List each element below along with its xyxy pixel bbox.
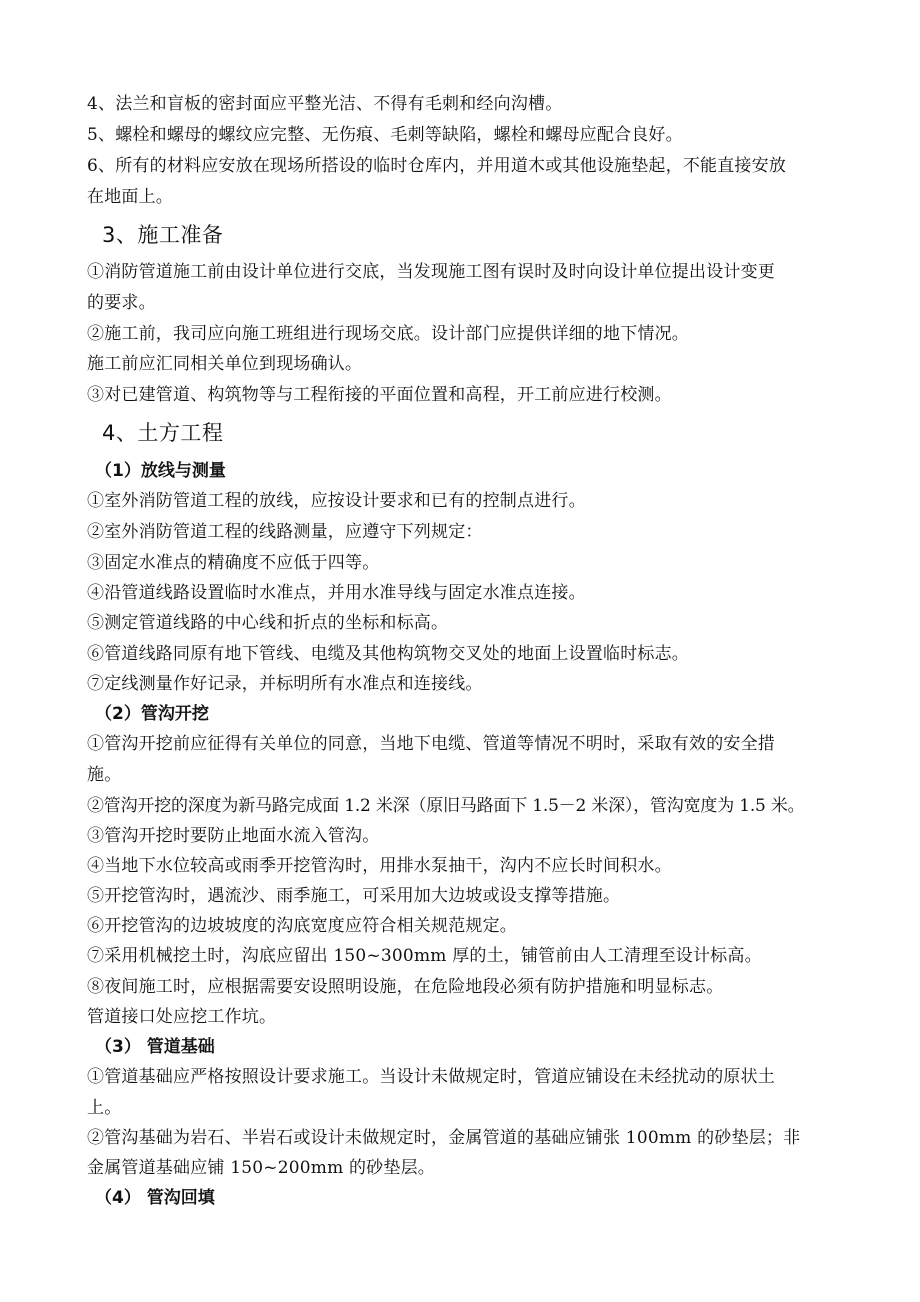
prep-paragraph-1-line-2: 的要求。 xyxy=(87,293,156,313)
section-heading-earthwork: 4、土方工程 xyxy=(102,421,224,445)
material-item-4: 4、法兰和盲板的密封面应平整光洁、不得有毛刺和经向沟槽。 xyxy=(87,94,563,114)
survey-line-1: ①室外消防管道工程的放线，应按设计要求和已有的控制点进行。 xyxy=(87,491,586,511)
excavation-line-6: ⑥开挖管沟的边坡坡度的沟底宽度应符合相关规范规定。 xyxy=(87,916,517,936)
section-heading-construction-prep: 3、施工准备 xyxy=(102,223,224,247)
excavation-line-2: ②管沟开挖的深度为新马路完成面 1.2 米深（原旧马路面下 1.5－2 米深），管沟宽度为 1.5 米。 xyxy=(87,796,805,816)
foundation-line-2a: ②管沟基础为岩石、半岩石或设计未做规定时，金属管道的基础应铺张 100mm 的砂垫层；非 xyxy=(87,1128,801,1148)
excavation-line-1a: ①管沟开挖前应征得有关单位的同意，当地下电缆、管道等情况不明时，采取有效的安全措 xyxy=(87,734,775,754)
excavation-line-8: ⑧夜间施工时，应根据需要安设照明设施，在危险地段必须有防护措施和明显标志。 xyxy=(87,977,724,997)
survey-line-7: ⑦定线测量作好记录，并标明所有水准点和连接线。 xyxy=(87,674,483,694)
material-item-5: 5、螺栓和螺母的螺纹应完整、无伤痕、毛刺等缺陷，螺栓和螺母应配合良好。 xyxy=(87,125,683,145)
survey-line-6: ⑥管道线路同原有地下管线、电缆及其他构筑物交叉处的地面上设置临时标志。 xyxy=(87,644,689,664)
excavation-line-9: 管道接口处应挖工作坑。 xyxy=(87,1007,277,1027)
survey-line-5: ⑤测定管道线路的中心线和折点的坐标和标高。 xyxy=(87,613,449,633)
subheading-pipe-foundation: （3） 管道基础 xyxy=(95,1037,215,1057)
subheading-trench-backfill: （4） 管沟回填 xyxy=(95,1188,215,1208)
prep-paragraph-4: ③对已建管道、构筑物等与工程衔接的平面位置和高程，开工前应进行校测。 xyxy=(87,385,672,405)
prep-paragraph-3: 施工前应汇同相关单位到现场确认。 xyxy=(87,354,363,374)
survey-line-4: ④沿管道线路设置临时水准点，并用水准导线与固定水准点连接。 xyxy=(87,583,586,603)
foundation-line-1b: 上。 xyxy=(87,1098,122,1118)
excavation-line-4: ④当地下水位较高或雨季开挖管沟时，用排水泵抽干，沟内不应长时间积水。 xyxy=(87,856,672,876)
prep-paragraph-1-line-1: ①消防管道施工前由设计单位进行交底，当发现施工图有误时及时向设计单位提出设计变更 xyxy=(87,262,775,282)
material-item-6-line-1: 6、所有的材料应安放在现场所搭设的临时仓库内，并用道木或其他设施垫起，不能直接安放 xyxy=(87,156,787,176)
excavation-line-1b: 施。 xyxy=(87,765,122,785)
excavation-line-5: ⑤开挖管沟时，遇流沙、雨季施工，可采用加大边坡或设支撑等措施。 xyxy=(87,886,621,906)
foundation-line-1a: ①管道基础应严格按照设计要求施工。当设计未做规定时，管道应铺设在未经扰动的原状土 xyxy=(87,1067,775,1087)
material-item-6-line-2: 在地面上。 xyxy=(87,187,173,207)
excavation-line-7: ⑦采用机械挖土时，沟底应留出 150~300mm 厚的土，铺管前由人工清理至设计标高。 xyxy=(87,946,762,966)
subheading-trench-excavation: （2）管沟开挖 xyxy=(95,704,209,724)
survey-line-2: ②室外消防管道工程的线路测量，应遵守下列规定： xyxy=(87,522,483,542)
foundation-line-2b: 金属管道基础应铺 150~200mm 的砂垫层。 xyxy=(87,1158,435,1178)
prep-paragraph-2: ②施工前，我司应向施工班组进行现场交底。设计部门应提供详细的地下情况。 xyxy=(87,324,689,344)
survey-line-3: ③固定水准点的精确度不应低于四等。 xyxy=(87,553,380,573)
excavation-line-3: ③管沟开挖时要防止地面水流入管沟。 xyxy=(87,826,380,846)
subheading-layout-survey: （1）放线与测量 xyxy=(95,461,226,481)
